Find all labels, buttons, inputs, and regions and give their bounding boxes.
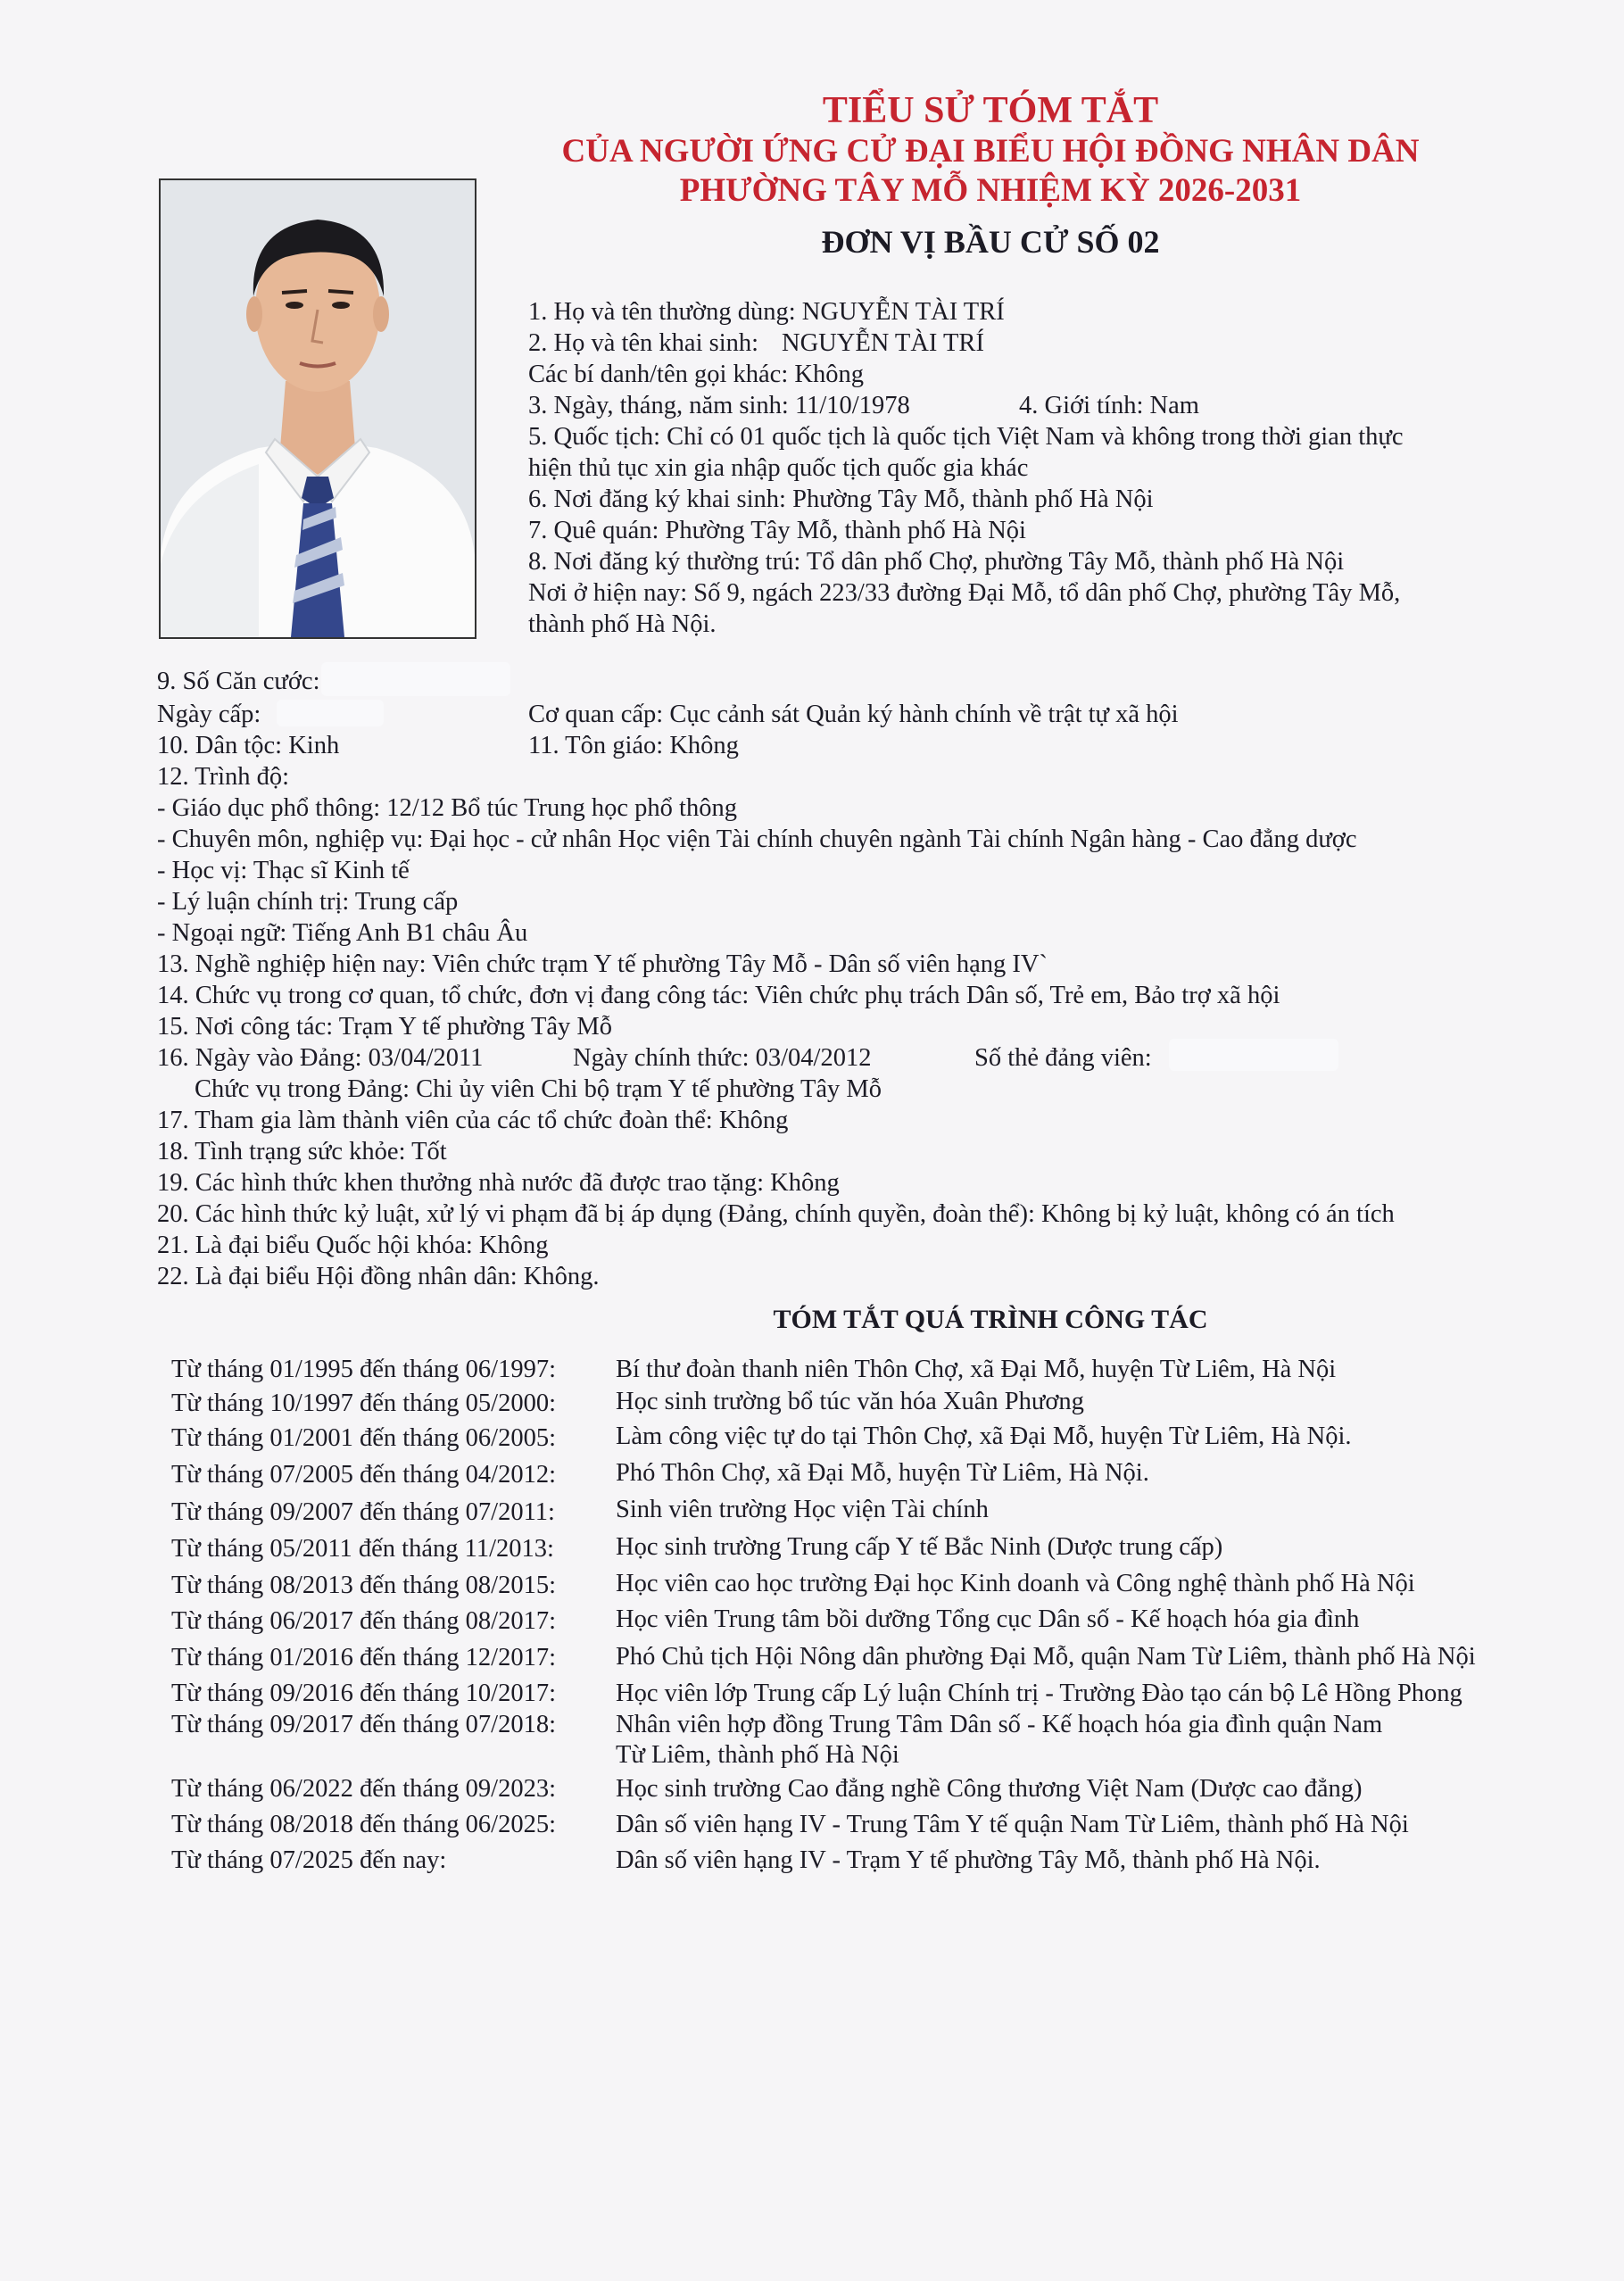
- date-of-birth: 3. Ngày, tháng, năm sinh: 11/10/1978: [528, 392, 910, 419]
- work-description-cont: Từ Liêm, thành phố Hà Nội: [616, 1741, 899, 1769]
- ethnicity: 10. Dân tộc: Kinh: [157, 732, 340, 759]
- redacted-id-number: [321, 662, 510, 696]
- electoral-unit: ĐƠN VỊ BẦU CỬ SỐ 02: [821, 224, 1160, 260]
- current-residence-cont: thành phố Hà Nội.: [528, 610, 717, 638]
- work-history-heading: TÓM TẮT QUÁ TRÌNH CÔNG TÁC: [773, 1305, 1208, 1334]
- birth-name-label: 2. Họ và tên khai sinh:: [528, 329, 759, 357]
- work-description: Sinh viên trường Học viện Tài chính: [616, 1496, 989, 1523]
- work-description: Phó Thôn Chợ, xã Đại Mỗ, huyện Từ Liêm, Hà Nội.: [616, 1459, 1149, 1487]
- academic-degree: - Học vị: Thạc sĩ Kinh tế: [157, 857, 410, 884]
- work-description: Làm công việc tự do tại Thôn Chợ, xã Đại Mỗ, huyện Từ Liêm, Hà Nội.: [616, 1423, 1352, 1450]
- council-delegate: 22. Là đại biểu Hội đồng nhân dân: Không.: [157, 1263, 600, 1290]
- work-period: Từ tháng 06/2022 đến tháng 09/2023:: [171, 1775, 557, 1803]
- workplace: 15. Nơi công tác: Trạm Y tế phường Tây Mỗ: [157, 1013, 612, 1041]
- state-awards: 19. Các hình thức khen thưởng nhà nước đã được trao tặng: Không: [157, 1169, 840, 1197]
- party-position: Chức vụ trong Đảng: Chi ủy viên Chi bộ trạm Y tế phường Tây Mỗ: [195, 1075, 882, 1103]
- education-heading: 12. Trình độ:: [157, 763, 290, 791]
- nationality: 5. Quốc tịch: Chỉ có 01 quốc tịch là quốc tịch Việt Nam và không trong thời gian thực: [528, 423, 1404, 451]
- work-description: Học sinh trường bổ túc văn hóa Xuân Phương: [616, 1388, 1084, 1415]
- work-period: Từ tháng 06/2017 đến tháng 08/2017:: [171, 1607, 557, 1635]
- national-assembly-delegate: 21. Là đại biểu Quốc hội khóa: Không: [157, 1232, 549, 1259]
- work-period: Từ tháng 01/2001 đến tháng 06/2005:: [171, 1424, 557, 1452]
- current-occupation: 13. Nghề nghiệp hiện nay: Viên chức trạm Y tế phường Tây Mỗ - Dân số viên hạng IV`: [157, 950, 1048, 978]
- party-join-date: 16. Ngày vào Đảng: 03/04/2011: [157, 1044, 484, 1072]
- current-residence: Nơi ở hiện nay: Số 9, ngách 223/33 đường Đại Mỗ, tổ dân phố Chợ, phường Tây Mỗ,: [528, 579, 1401, 607]
- work-description: Dân số viên hạng IV - Trung Tâm Y tế quận Nam Từ Liêm, thành phố Hà Nội: [616, 1811, 1409, 1838]
- health-status: 18. Tình trạng sức khỏe: Tốt: [157, 1138, 447, 1165]
- work-description: Nhân viên hợp đồng Trung Tâm Dân số - Kế hoạch hóa gia đình quận Nam: [616, 1711, 1383, 1738]
- work-period: Từ tháng 01/1995 đến tháng 06/1997:: [171, 1356, 557, 1383]
- current-position: 14. Chức vụ trong cơ quan, tổ chức, đơn vị đang công tác: Viên chức phụ trách Dân số, Trẻ em, Bảo trợ xã hội: [157, 982, 1280, 1009]
- permanent-residence: 8. Nơi đăng ký thường trú: Tổ dân phố Chợ, phường Tây Mỗ, thành phố Hà Nội: [528, 548, 1345, 576]
- birth-name-value: NGUYỄN TÀI TRÍ: [782, 329, 984, 357]
- professional-qualification: - Chuyên môn, nghiệp vụ: Đại học - cử nhân Học viện Tài chính chuyên ngành Tài chính Ngân hàng - Cao đẳng dược: [157, 825, 1357, 853]
- birth-registration-place: 6. Nơi đăng ký khai sinh: Phường Tây Mỗ, thành phố Hà Nội: [528, 485, 1154, 513]
- work-period: Từ tháng 09/2016 đến tháng 10/2017:: [171, 1680, 557, 1707]
- hometown: 7. Quê quán: Phường Tây Mỗ, thành phố Hà Nội: [528, 517, 1026, 544]
- general-education: - Giáo dục phổ thông: 12/12 Bổ túc Trung học phổ thông: [157, 794, 737, 822]
- document-subtitle: CỦA NGƯỜI ỨNG CỬ ĐẠI BIỂU HỘI ĐỒNG NHÂN DÂN: [561, 133, 1420, 170]
- political-theory: - Lý luận chính trị: Trung cấp: [157, 888, 459, 916]
- party-official-date: Ngày chính thức: 03/04/2012: [573, 1044, 872, 1072]
- work-period: Từ tháng 07/2025 đến nay:: [171, 1846, 447, 1874]
- work-period: Từ tháng 05/2011 đến tháng 11/2013:: [171, 1535, 554, 1563]
- mass-organizations: 17. Tham gia làm thành viên của các tổ chức đoàn thể: Không: [157, 1107, 789, 1134]
- work-period: Từ tháng 07/2005 đến tháng 04/2012:: [171, 1461, 557, 1489]
- work-period: Từ tháng 10/1997 đến tháng 05/2000:: [171, 1389, 557, 1417]
- work-description: Bí thư đoàn thanh niên Thôn Chợ, xã Đại Mỗ, huyện Từ Liêm, Hà Nội: [616, 1356, 1337, 1383]
- document-subtitle-term: PHƯỜNG TÂY MỖ NHIỆM KỲ 2026-2031: [679, 172, 1302, 209]
- work-period: Từ tháng 08/2013 đến tháng 08/2015:: [171, 1572, 557, 1599]
- work-period: Từ tháng 08/2018 đến tháng 06/2025:: [171, 1811, 557, 1838]
- issue-date-label: Ngày cấp:: [157, 701, 261, 728]
- nationality-cont: hiện thủ tục xin gia nhập quốc tịch quốc gia khác: [528, 454, 1029, 482]
- work-period: Từ tháng 09/2007 đến tháng 07/2011:: [171, 1498, 555, 1526]
- work-description: Học sinh trường Cao đẳng nghề Công thương Việt Nam (Dược cao đẳng): [616, 1775, 1363, 1803]
- redacted-issue-date: [277, 700, 384, 726]
- work-period: Từ tháng 09/2017 đến tháng 07/2018:: [171, 1711, 557, 1738]
- work-period: Từ tháng 01/2016 đến tháng 12/2017:: [171, 1644, 557, 1671]
- aliases: Các bí danh/tên gọi khác: Không: [528, 361, 864, 388]
- party-card-label: Số thẻ đảng viên:: [974, 1044, 1152, 1072]
- id-card-label: 9. Số Căn cước:: [157, 668, 320, 695]
- foreign-language: - Ngoại ngữ: Tiếng Anh B1 châu Âu: [157, 919, 528, 947]
- disciplinary-record: 20. Các hình thức kỷ luật, xử lý vi phạm đã bị áp dụng (Đảng, chính quyền, đoàn thể): Không bị kỷ luật, không có án tích: [157, 1200, 1395, 1228]
- work-description: Học sinh trường Trung cấp Y tế Bắc Ninh (Dược trung cấp): [616, 1533, 1223, 1561]
- candidate-photo: [159, 178, 476, 639]
- work-description: Dân số viên hạng IV - Trạm Y tế phường Tây Mỗ, thành phố Hà Nội.: [616, 1846, 1321, 1874]
- religion: 11. Tôn giáo: Không: [528, 732, 739, 759]
- issuing-authority: Cơ quan cấp: Cục cảnh sát Quản ký hành chính về trật tự xã hội: [528, 701, 1179, 728]
- preferred-name: 1. Họ và tên thường dùng: NGUYỄN TÀI TRÍ: [528, 298, 1005, 326]
- redacted-party-card-number: [1169, 1039, 1338, 1071]
- work-description: Phó Chủ tịch Hội Nông dân phường Đại Mỗ, quận Nam Từ Liêm, thành phố Hà Nội: [616, 1643, 1476, 1671]
- work-description: Học viên lớp Trung cấp Lý luận Chính trị - Trường Đào tạo cán bộ Lê Hồng Phong: [616, 1680, 1462, 1707]
- work-description: Học viên Trung tâm bồi dưỡng Tổng cục Dân số - Kế hoạch hóa gia đình: [616, 1605, 1360, 1633]
- portrait-image: [161, 180, 475, 637]
- gender: 4. Giới tính: Nam: [1019, 392, 1199, 419]
- document-title: TIỂU SỬ TÓM TẮT: [822, 90, 1159, 131]
- work-description: Học viên cao học trường Đại học Kinh doanh và Công nghệ thành phố Hà Nội: [616, 1570, 1415, 1597]
